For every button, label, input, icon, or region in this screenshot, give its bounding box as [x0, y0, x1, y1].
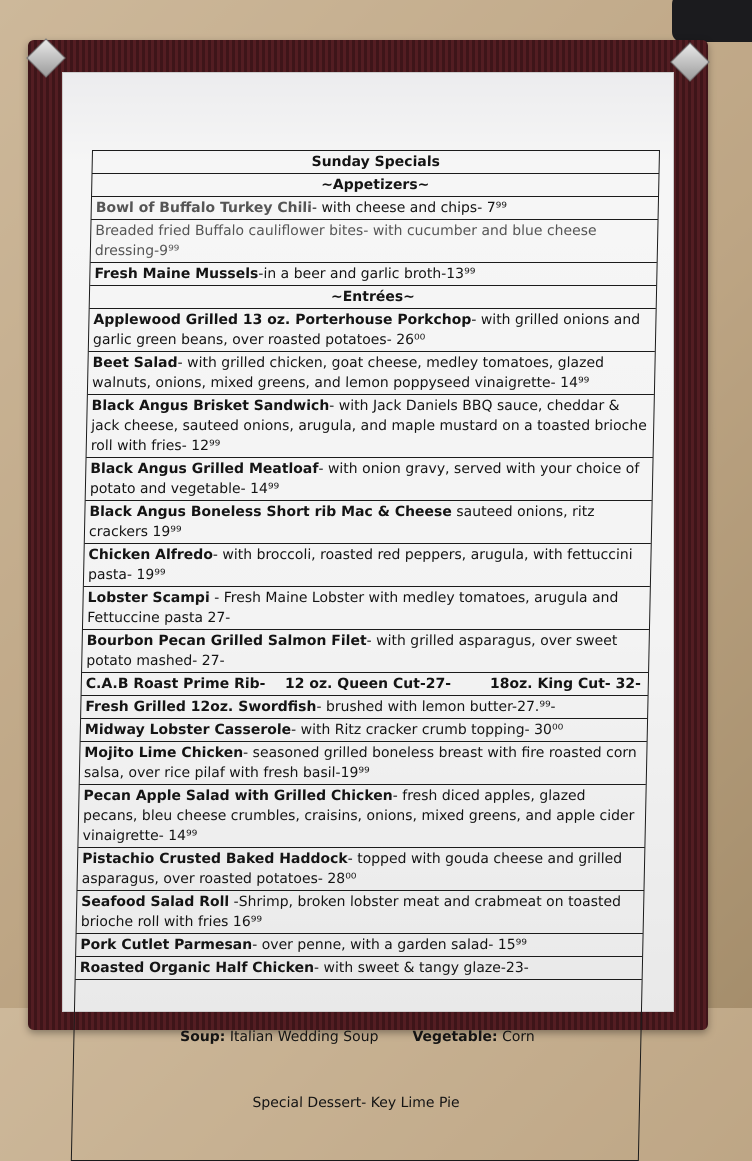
menu-title: Sunday Specials [92, 151, 658, 174]
background-object [672, 0, 752, 42]
item-description: - brushed with lemon butter-27.⁹⁹- [316, 699, 555, 715]
menu-item [85, 501, 652, 544]
item-description: 12 oz. Queen Cut-27- 18oz. King Cut- 32- [265, 676, 641, 692]
menu-item [87, 395, 654, 458]
vegetable-value: Corn [497, 1029, 535, 1045]
item-description: Breaded fried Buffalo cauliflower bites- with cucumber and blue cheese dressing-9⁹⁹ [95, 223, 602, 259]
item-description: - with Ritz cracker crumb topping- 30⁰⁰ [291, 722, 563, 738]
item-description: - with cheese and chips- 7⁹⁹ [312, 200, 507, 216]
menu-item [84, 544, 651, 587]
menu-item [77, 891, 644, 934]
item-description: - fresh diced apples, glazed pecans, bleu cheese crumbles, craisins, onions, mixed greens, and apple cider vinaigrette- 14⁹⁹ [82, 788, 639, 844]
item-description: - seasoned grilled boneless breast with fire roasted corn salsa, over rice pilaf with fresh basil-19⁹⁹ [84, 745, 642, 781]
menu-footer [72, 980, 642, 1160]
item-name: Mojito Lime Chicken [84, 745, 243, 761]
menu-item [83, 587, 650, 630]
item-description: - Fresh Maine Lobster with medley tomatoes, arugula and Fettuccine pasta 27- [87, 590, 623, 626]
vegetable-label: Vegetable: [412, 1029, 497, 1045]
menu-item [91, 220, 658, 263]
item-name: Midway Lobster Casserole [85, 722, 292, 738]
menu-item [80, 742, 647, 785]
menu-item [76, 934, 642, 957]
menu-item [90, 263, 656, 286]
soup-label: Soup: [180, 1029, 226, 1045]
item-description: - with Jack Daniels BBQ sauce, cheddar & jack cheese, sauteed onions, arugula, and maple mustard on a toasted brioche roll with fries- 12⁹⁹ [91, 398, 652, 454]
menu-table [71, 150, 660, 1161]
item-name: Pistachio Crusted Baked Haddock [82, 851, 348, 867]
item-name: Roasted Organic Half Chicken [80, 960, 314, 976]
item-name: Black Angus Brisket Sandwich [91, 398, 329, 414]
menu-item [89, 309, 656, 352]
menu-item [78, 785, 645, 848]
item-name: Seafood Salad Roll [81, 894, 229, 910]
menu-item [82, 630, 649, 673]
soup-value: Italian Wedding Soup [225, 1029, 378, 1045]
item-name: Fresh Grilled 12oz. Swordfish [85, 699, 316, 715]
item-description: - with grilled chicken, goat cheese, medley tomatoes, glazed walnuts, onions, mixed greens, and lemon poppyseed vinaigrette- 14⁹⁹ [92, 355, 609, 391]
item-name: Applewood Grilled 13 oz. Porterhouse Porkchop [93, 312, 471, 328]
item-name: C.A.B Roast Prime Rib- [86, 676, 266, 692]
menu-item [92, 197, 658, 220]
special-dessert: Special Dessert- Key Lime Pie [77, 1092, 635, 1114]
menu-item [77, 848, 644, 891]
item-name: Lobster Scampi [87, 590, 209, 606]
menu-item [86, 458, 653, 501]
soup-vegetable-line [78, 1026, 636, 1048]
item-description: sauteed onions, ritz crackers 19⁹⁹ [89, 504, 599, 540]
item-description: - with grilled asparagus, over sweet potato mashed- 27- [86, 633, 622, 669]
item-name: Chicken Alfredo [88, 547, 213, 563]
menu-item [82, 673, 648, 696]
item-description: - with grilled onions and garlic green beans, over roasted potatoes- 26⁰⁰ [93, 312, 645, 348]
menu-item [81, 696, 647, 719]
item-description: -Shrimp, broken lobster meat and crabmeat on toasted brioche roll with fries 16⁹⁹ [81, 894, 626, 930]
item-description: - with sweet & tangy glaze-23- [314, 960, 529, 976]
item-name: Pecan Apple Salad with Grilled Chicken [83, 788, 393, 804]
menu-item [81, 719, 647, 742]
item-name: Beet Salad [92, 355, 177, 371]
item-name: Bourbon Pecan Grilled Salmon Filet [87, 633, 367, 649]
item-description: -in a beer and garlic broth-13⁹⁹ [258, 266, 475, 282]
item-name: Black Angus Grilled Meatloaf [90, 461, 318, 477]
item-name: Fresh Maine Mussels [94, 266, 258, 282]
item-name: Black Angus Boneless Short rib Mac & Cheese [89, 504, 452, 520]
item-name: Pork Cutlet Parmesan [80, 937, 252, 953]
item-name: Bowl of Buffalo Turkey Chili [96, 200, 312, 216]
item-description: - with onion gravy, served with your choice of potato and vegetable- 14⁹⁹ [90, 461, 644, 497]
item-description: - with broccoli, roasted red peppers, arugula, with fettuccini pasta- 19⁹⁹ [88, 547, 637, 583]
menu-item [88, 352, 655, 395]
menu-item [76, 957, 642, 980]
appetizers-header: ~Appetizers~ [92, 174, 658, 197]
item-description: - topped with gouda cheese and grilled asparagus, over roasted potatoes- 28⁰⁰ [82, 851, 627, 887]
item-description: - over penne, with a garden salad- 15⁹⁹ [252, 937, 527, 953]
entrees-header: ~Entrées~ [90, 286, 656, 309]
